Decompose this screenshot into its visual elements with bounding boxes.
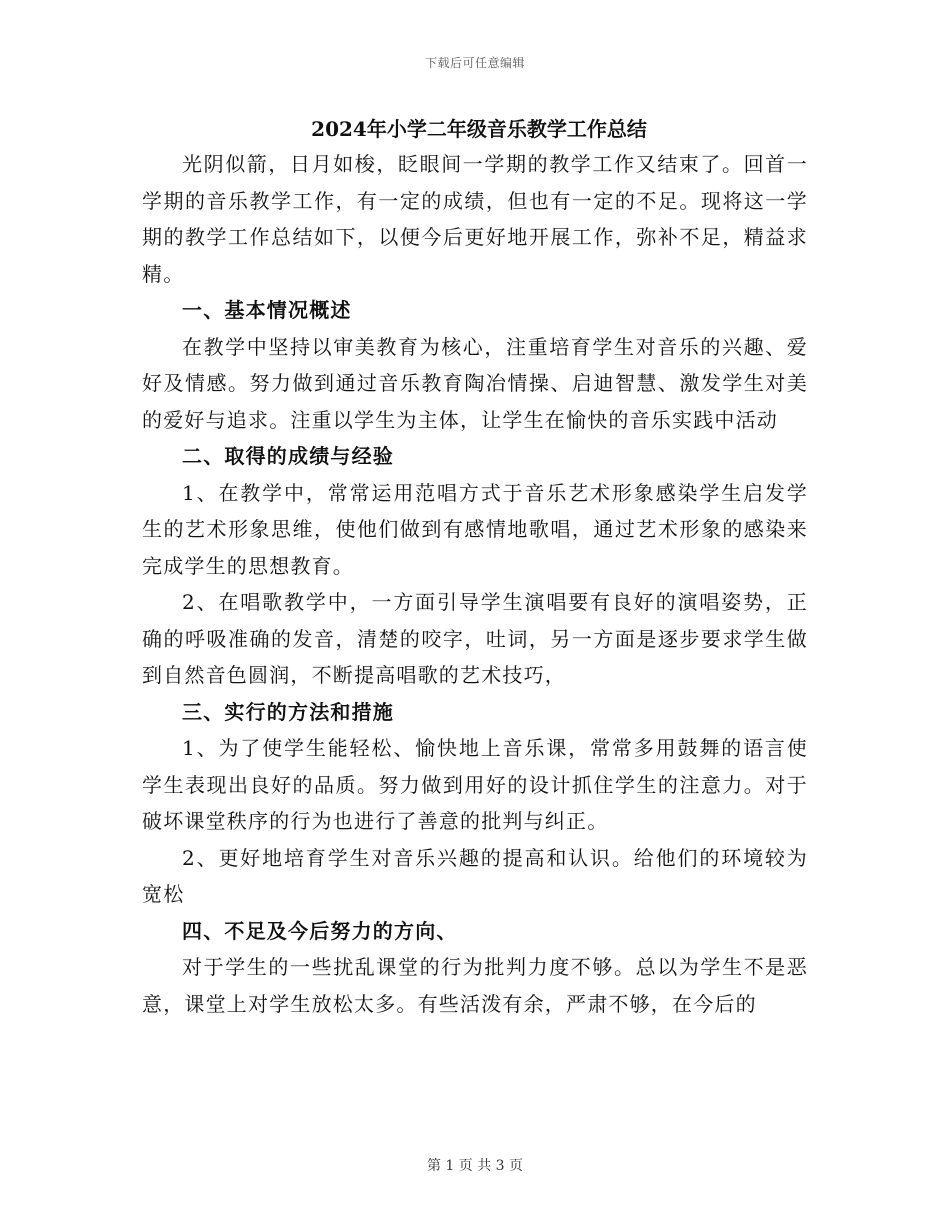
section-paragraph: 1、为了使学生能轻松、愉快地上音乐课，常常多用鼓舞的语言使学生表现出良好的品质。努力做到用好的设计抓住学生的注意力。对于破坏课堂秩序的行为也进行了善意的批判与纠正。 xyxy=(142,736,808,833)
section-3 xyxy=(142,694,808,913)
section-paragraph: 在教学中坚持以审美教育为核心，注重培育学生对音乐的兴趣、爱好及情感。努力做到通过音乐教育陶冶情操、启迪智慧、激发学生对美的爱好与追求。注重以学生为主体，让学生在愉快的音乐实践中活动 xyxy=(142,334,808,432)
section-paragraph: 2、在唱歌教学中，一方面引导学生演唱要有良好的演唱姿势，正确的呼吸准确的发音，清楚的咬字，吐词，另一方面是逐步要求学生做到自然音色圆润，不断提高唱歌的艺术技巧， xyxy=(142,590,808,687)
section-paragraph: 对于学生的一些扰乱课堂的行为批判力度不够。总以为学生不是恶意，课堂上对学生放松太多。有些活泼有余，严肃不够，在今后的 xyxy=(142,955,808,1016)
section-2 xyxy=(142,438,808,694)
intro-paragraph: 光阴似箭，日月如梭，眨眼间一学期的教学工作又结束了。回首一学期的音乐教学工作，有一定的成绩，但也有一定的不足。现将这一学期的教学工作总结如下，以便今后更好地开展工作，弥补不足，精益求精。 xyxy=(142,152,808,286)
section-heading: 二、取得的成绩与经验 xyxy=(182,444,394,468)
section-4 xyxy=(142,913,808,1023)
section-paragraph: 1、在教学中，常常运用范唱方式于音乐艺术形象感染学生启发学生的艺术形象思维，使他们做到有感情地歌唱，通过艺术形象的感染来完成学生的思想教育。 xyxy=(142,480,808,578)
document-title: 2024年小学二年级音乐教学工作总结 xyxy=(311,117,647,141)
page-number: 第 1 页 共 3 页 xyxy=(426,1158,524,1174)
section-heading: 一、基本情况概述 xyxy=(182,298,352,322)
document-body xyxy=(142,114,808,1022)
section-paragraph: 2、更好地培育学生对音乐兴趣的提高和认识。给他们的环境较为宽松 xyxy=(142,845,808,906)
section-heading: 四、不足及今后努力的方向、 xyxy=(182,918,458,943)
page-header-note: 下载后可任意编辑 xyxy=(424,56,525,70)
section-1 xyxy=(142,292,808,438)
section-heading: 三、实行的方法和措施 xyxy=(182,699,394,724)
